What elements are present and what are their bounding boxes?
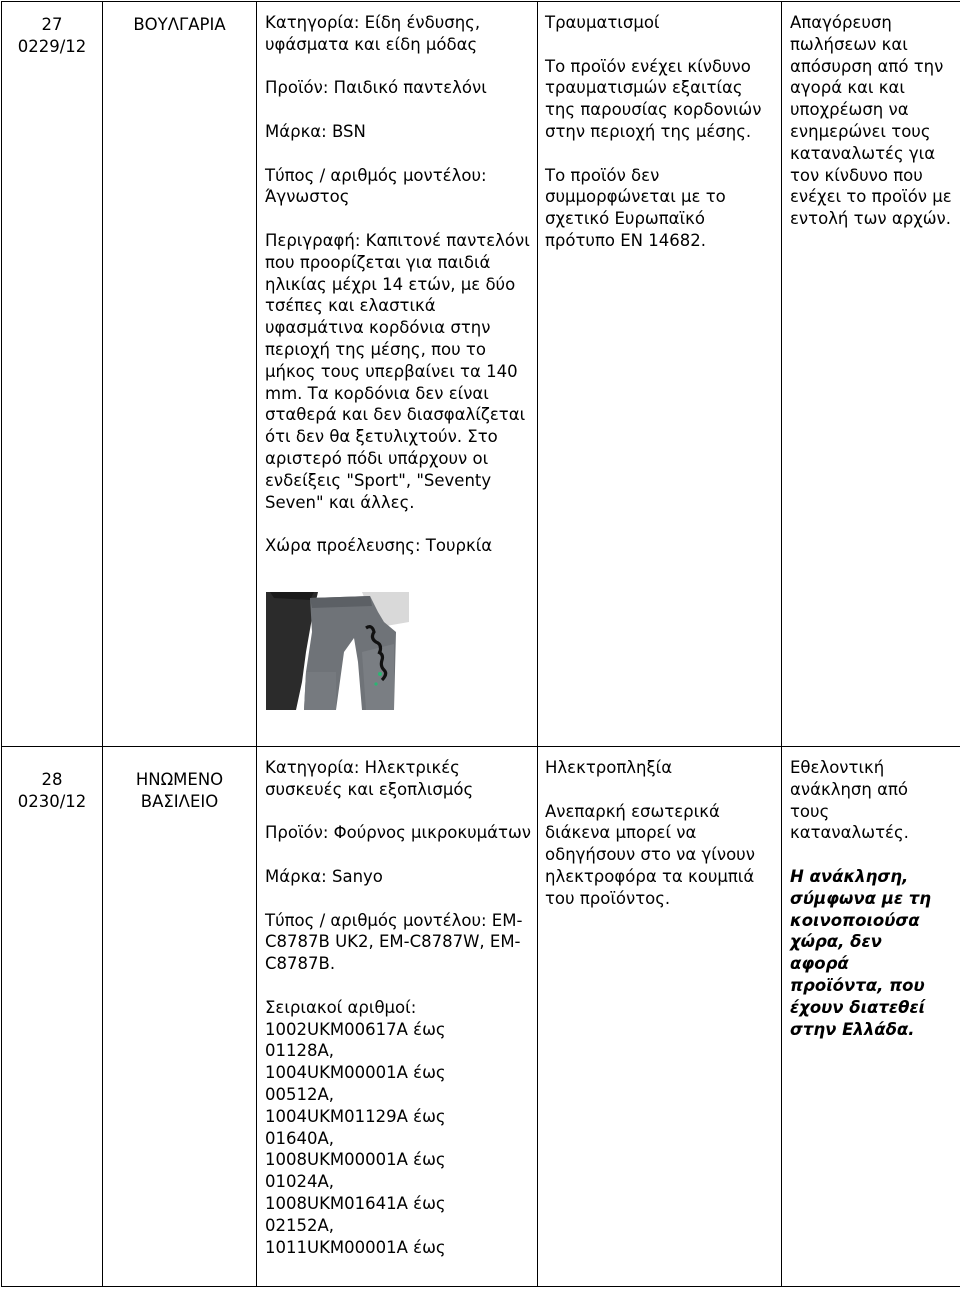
notifications-table: [1, 1, 960, 1287]
measures-text: Απαγόρευση πωλήσεων και απόσυρση από την αγορά και και υποχρέωση να ενημερώνει τους καταναλωτές για τον κίνδυνο που ενέχει το προϊόν με εντολή των αρχών.: [790, 13, 952, 229]
risk-text: Το προϊόν ενέχει κίνδυνο τραυματισμών εξαιτίας της παρουσίας κορδονιών στην περιοχή της μέσης.: [545, 56, 762, 141]
product-name: Προϊόν: Φούρνος μικροκυμάτων: [265, 823, 532, 843]
product-origin: Χώρα προέλευσης: Τουρκία: [265, 536, 493, 556]
product-category: Κατηγορία: Ηλεκτρικές συσκευές και εξοπλισμός: [265, 758, 474, 799]
risk-standard: Το προϊόν δεν συμμορφώνεται με το σχετικό Ευρωπαϊκό πρότυπο EN 14682.: [545, 165, 726, 250]
notification-code: 0230/12: [17, 791, 87, 811]
product-description: Περιγραφή: Καπιτονέ παντελόνι που προορίζεται για παιδιά ηλικίας μέχρι 14 ετών, με δύο τσέπες και ελαστικά υφασμάτινα κορδόνια στην περιοχή της μέσης, που το μήκος τους υπερβαίνει τα 140 mm. Τα κορδόνια δεν είναι σταθερά και δεν διασφαλίζεται ότι δεν θα ξετυλιχτούν. Στο αριστερό πόδι υπάρχουν οι ενδείξεις "Sport", "Seventy Seven" και άλλες.: [265, 230, 530, 512]
product-cell: [257, 2, 538, 747]
notification-code: 0229/12: [17, 36, 87, 56]
product-model: Τύπος / αριθμός μοντέλου: Άγνωστος: [265, 165, 487, 207]
measures-cell: [782, 747, 960, 1287]
table-row: [2, 747, 960, 1287]
country: ΗΝΩΜΕΝΟ ΒΑΣΙΛΕΙΟ: [135, 770, 224, 811]
product-model: Τύπος / αριθμός μοντέλου: EM-C8787B UK2, EM-C8787W, EM-C8787B.: [265, 910, 523, 974]
product-brand: Μάρκα: Sanyo: [265, 866, 383, 886]
product-category: Κατηγορία: Είδη ένδυσης, υφάσματα και είδη μόδας: [265, 13, 481, 54]
risk-type: Ηλεκτροπληξία: [545, 758, 673, 777]
number-cell: [2, 747, 103, 1287]
measures-text: Εθελοντική ανάκληση από τους καταναλωτές.: [790, 758, 909, 843]
risk-cell: [538, 2, 782, 747]
country-cell: [103, 747, 257, 1287]
product-cell: [257, 747, 538, 1287]
number-cell: [2, 2, 103, 747]
risk-cell: [538, 747, 782, 1287]
measures-cell: [782, 2, 960, 747]
notification-number: 27: [41, 15, 63, 34]
product-name: Προϊόν: Παιδικό παντελόνι: [265, 78, 487, 98]
product-photo: [266, 592, 409, 710]
product-brand: Μάρκα: BSN: [265, 121, 366, 141]
country: ΒΟΥΛΓΑΡΙΑ: [133, 15, 226, 34]
table-row: [2, 2, 960, 747]
risk-type: Τραυματισμοί: [545, 13, 660, 32]
measures-note: Η ανάκληση, σύμφωνα με τη κοινοποιούσα χώρα, δεν αφορά προϊόντα, που έχουν διατεθεί στην Ελλάδα.: [790, 866, 932, 1039]
risk-text: Ανεπαρκή εσωτερικά διάκενα μπορεί να οδηγήσουν στο να γίνουν ηλεκτροφόρα τα κουμπιά του προϊόντος.: [545, 801, 755, 908]
country-cell: [103, 2, 257, 747]
notification-number: 28: [41, 770, 63, 789]
product-serial: Σειριακοί αριθμοί: 1002UKM00617A έως 01128A, 1004UKM00001A έως 00512A, 1004UKM01129A έως 01640A, 1008UKM00001A έως 01024A, 1008UKM01641A έως 02152A, 1011UKM00001A έως: [265, 997, 446, 1257]
